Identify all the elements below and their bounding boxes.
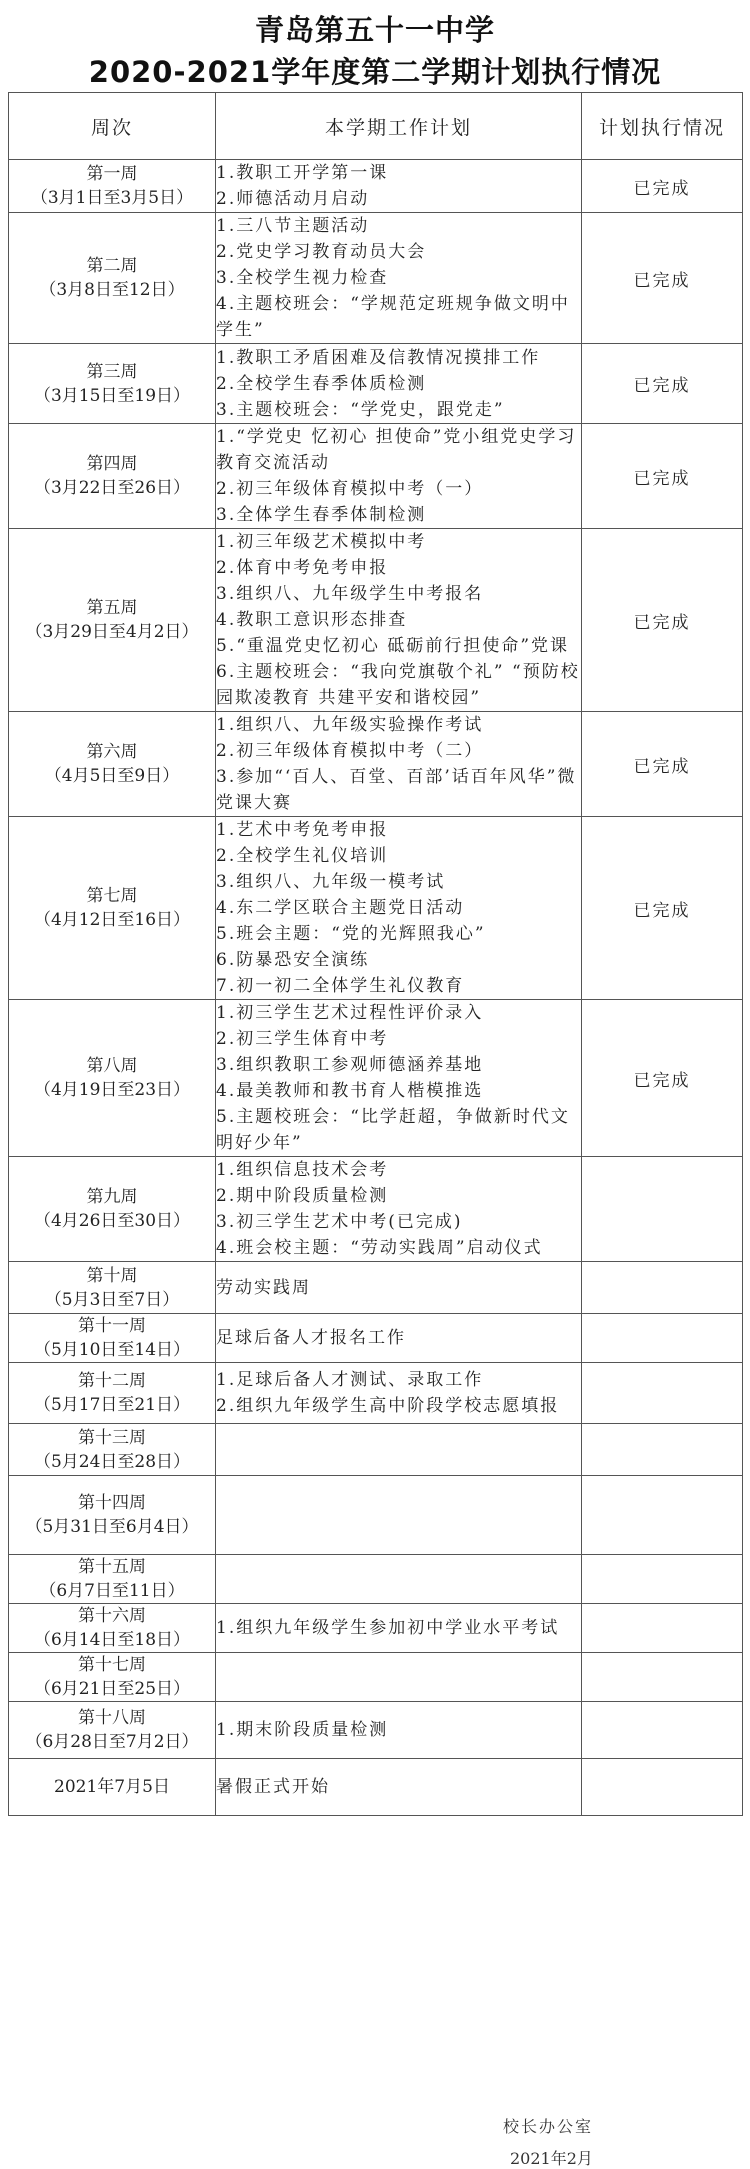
plan-cell bbox=[216, 1604, 582, 1653]
week-cell bbox=[9, 213, 216, 344]
plan-cell bbox=[216, 1000, 582, 1157]
week-dates: （4月12日至16日） bbox=[33, 910, 191, 930]
plan-item: 1.初三学生艺术过程性评价录入 bbox=[216, 1003, 484, 1023]
table-row bbox=[9, 1604, 743, 1653]
status-cell bbox=[582, 1424, 743, 1476]
table-row bbox=[9, 424, 743, 529]
status-cell bbox=[582, 1759, 743, 1816]
status-cell bbox=[582, 1604, 743, 1653]
plan-item: 3.初三学生艺术中考(已完成) bbox=[216, 1212, 463, 1232]
plan-cell bbox=[216, 1653, 582, 1702]
table-row bbox=[9, 1653, 743, 1702]
plan-item: 1.组织九年级学生参加初中学业水平考试 bbox=[216, 1618, 560, 1638]
week-dates: （5月10日至14日） bbox=[33, 1340, 191, 1360]
header-plan: 本学期工作计划 bbox=[216, 93, 582, 160]
week-dates: （4月26日至30日） bbox=[33, 1211, 191, 1231]
status-cell: 已完成 bbox=[582, 160, 743, 213]
plan-item: 1.三八节主题活动 bbox=[216, 216, 370, 236]
page-title: 青岛第五十一中学 bbox=[254, 13, 495, 47]
table-row bbox=[9, 1476, 743, 1555]
header-row bbox=[9, 93, 743, 160]
week-dates: （6月28日至7月2日） bbox=[25, 1732, 199, 1752]
plan-item: 3.参加“‘百人、百堂、百部’话百年风华”微党课大赛 bbox=[216, 767, 577, 813]
plan-item: 3.组织教职工参观师德涵养基地 bbox=[216, 1055, 484, 1075]
week-label: 第五周 bbox=[86, 598, 138, 618]
week-cell bbox=[9, 1000, 216, 1157]
plan-table bbox=[8, 92, 743, 1816]
table-row bbox=[9, 160, 743, 213]
plan-cell bbox=[216, 213, 582, 344]
week-dates: （4月19日至23日） bbox=[33, 1080, 191, 1100]
plan-item: 5.主题校班会：“比学赶超，争做新时代文明好少年” bbox=[216, 1107, 570, 1153]
plan-cell bbox=[216, 529, 582, 712]
week-cell bbox=[9, 160, 216, 213]
plan-item: 1.教职工矛盾困难及信教情况摸排工作 bbox=[216, 347, 541, 368]
week-cell bbox=[9, 1363, 216, 1424]
plan-cell bbox=[216, 712, 582, 817]
table-row bbox=[9, 1000, 743, 1157]
week-label: 第三周 bbox=[86, 361, 138, 382]
week-dates: （3月1日至3月5日） bbox=[30, 188, 194, 208]
table-row bbox=[9, 1262, 743, 1314]
week-dates: （5月17日至21日） bbox=[33, 1395, 191, 1415]
status-cell bbox=[582, 1363, 743, 1424]
plan-cell bbox=[216, 1314, 582, 1363]
plan-item: 5.“重温党史忆初心 砥砺前行担使命”党课 bbox=[216, 636, 570, 656]
table-row bbox=[9, 1759, 743, 1816]
plan-cell bbox=[216, 1157, 582, 1262]
week-cell bbox=[9, 1314, 216, 1363]
week-label: 第九周 bbox=[86, 1187, 138, 1207]
week-dates: （5月31日至6月4日） bbox=[25, 1517, 199, 1537]
plan-item: 3.主题校班会：“学党史，跟党走” bbox=[216, 399, 505, 420]
plan-item: 2.组织九年级学生高中阶段学校志愿填报 bbox=[216, 1396, 560, 1416]
plan-item: 3.组织八、九年级一模考试 bbox=[216, 872, 446, 892]
plan-cell bbox=[216, 160, 582, 213]
plan-item: 2.党史学习教育动员大会 bbox=[216, 242, 427, 262]
week-dates: （3月29日至4月2日） bbox=[25, 622, 199, 642]
week-label: 第十五周 bbox=[78, 1557, 146, 1577]
week-dates: （6月21日至25日） bbox=[33, 1679, 191, 1699]
week-dates: （3月8日至12日） bbox=[39, 280, 185, 300]
plan-item: 7.初一初二全体学生礼仪教育 bbox=[216, 976, 465, 996]
plan-item: 暑假正式开始 bbox=[216, 1777, 330, 1797]
week-cell bbox=[9, 424, 216, 529]
plan-table-body bbox=[9, 160, 743, 1816]
table-row bbox=[9, 817, 743, 1000]
week-dates: （3月15日至19日） bbox=[33, 385, 191, 406]
week-dates: （4月5日至9日） bbox=[44, 766, 180, 786]
week-cell bbox=[9, 817, 216, 1000]
footer-date: 2021年2月 bbox=[510, 2149, 593, 2168]
plan-cell bbox=[216, 1476, 582, 1555]
plan-cell bbox=[216, 1363, 582, 1424]
table-row bbox=[9, 344, 743, 424]
table-row bbox=[9, 1157, 743, 1262]
plan-cell bbox=[216, 817, 582, 1000]
week-dates: （6月14日至18日） bbox=[33, 1630, 191, 1650]
week-label: 第八周 bbox=[86, 1056, 138, 1076]
plan-item: 2.初三年级体育模拟中考（二） bbox=[216, 741, 484, 761]
week-label: 第二周 bbox=[86, 256, 138, 276]
week-label: 第十一周 bbox=[78, 1316, 146, 1336]
plan-item: 1.艺术中考免考申报 bbox=[216, 820, 389, 840]
plan-item: 2.期中阶段质量检测 bbox=[216, 1186, 389, 1206]
table-row bbox=[9, 529, 743, 712]
plan-item: 2.初三学生体育中考 bbox=[216, 1029, 389, 1049]
table-row bbox=[9, 213, 743, 344]
status-cell bbox=[582, 1262, 743, 1314]
plan-item: 1.“学党史 忆初心 担使命”党小组党史学习教育交流活动 bbox=[216, 427, 577, 473]
week-label: 第六周 bbox=[86, 742, 138, 762]
status-cell: 已完成 bbox=[582, 1000, 743, 1157]
week-cell bbox=[9, 529, 216, 712]
week-cell bbox=[9, 1262, 216, 1314]
header-status: 计划执行情况 bbox=[582, 93, 743, 160]
plan-cell bbox=[216, 1759, 582, 1816]
week-label: 第一周 bbox=[86, 164, 138, 184]
week-label: 第十七周 bbox=[78, 1655, 146, 1675]
week-dates: （5月24日至28日） bbox=[33, 1451, 191, 1472]
week-cell bbox=[9, 1476, 216, 1555]
week-label: 第十三周 bbox=[78, 1427, 146, 1448]
status-cell: 已完成 bbox=[582, 213, 743, 344]
status-cell: 已完成 bbox=[582, 712, 743, 817]
plan-item: 6.防暴恐安全演练 bbox=[216, 950, 370, 970]
plan-cell bbox=[216, 1424, 582, 1476]
week-label: 第十二周 bbox=[78, 1371, 146, 1391]
status-cell bbox=[582, 1157, 743, 1262]
status-cell: 已完成 bbox=[582, 424, 743, 529]
plan-cell bbox=[216, 1555, 582, 1604]
status-cell bbox=[582, 1476, 743, 1555]
plan-item: 3.组织八、九年级学生中考报名 bbox=[216, 584, 484, 604]
status-cell: 已完成 bbox=[582, 817, 743, 1000]
week-cell bbox=[9, 344, 216, 424]
plan-item: 2.初三年级体育模拟中考（一） bbox=[216, 479, 484, 499]
status-cell bbox=[582, 1702, 743, 1759]
plan-item: 2.师德活动月启动 bbox=[216, 189, 370, 209]
week-dates: （3月22日至26日） bbox=[33, 478, 191, 498]
week-cell bbox=[9, 1157, 216, 1262]
plan-item: 1.教职工开学第一课 bbox=[216, 163, 389, 183]
plan-item: 3.全体学生春季体制检测 bbox=[216, 505, 427, 525]
status-cell bbox=[582, 1555, 743, 1604]
week-cell bbox=[9, 1702, 216, 1759]
plan-cell bbox=[216, 344, 582, 424]
week-dates: （5月3日至7日） bbox=[44, 1289, 180, 1310]
week-cell bbox=[9, 1759, 216, 1816]
plan-item: 1.组织八、九年级实验操作考试 bbox=[216, 715, 484, 735]
table-row bbox=[9, 712, 743, 817]
week-dates: （6月7日至11日） bbox=[39, 1581, 185, 1601]
week-label: 第七周 bbox=[86, 886, 138, 906]
week-label: 第四周 bbox=[86, 454, 138, 474]
footer-office: 校长办公室 bbox=[503, 2117, 594, 2136]
week-label: 第十周 bbox=[86, 1265, 138, 1286]
week-cell bbox=[9, 1604, 216, 1653]
week-cell bbox=[9, 1424, 216, 1476]
week-cell bbox=[9, 1653, 216, 1702]
header-week: 周次 bbox=[9, 93, 216, 160]
table-row bbox=[9, 1424, 743, 1476]
plan-item: 4.最美教师和教书育人楷模推选 bbox=[216, 1081, 484, 1101]
status-cell: 已完成 bbox=[582, 529, 743, 712]
plan-cell bbox=[216, 1262, 582, 1314]
plan-item: 2.体育中考免考申报 bbox=[216, 558, 389, 578]
plan-item: 1.组织信息技术会考 bbox=[216, 1160, 389, 1180]
plan-item: 1.期末阶段质量检测 bbox=[216, 1720, 389, 1740]
plan-item: 2.全校学生礼仪培训 bbox=[216, 846, 389, 866]
week-label: 第十八周 bbox=[78, 1708, 146, 1728]
status-cell bbox=[582, 1653, 743, 1702]
plan-item: 5.班会主题：“党的光辉照我心” bbox=[216, 924, 486, 944]
plan-item: 4.东二学区联合主题党日活动 bbox=[216, 898, 465, 918]
plan-cell bbox=[216, 1702, 582, 1759]
week-label: 第十四周 bbox=[78, 1493, 146, 1513]
plan-item: 4.教职工意识形态排查 bbox=[216, 610, 408, 630]
week-label: 第十六周 bbox=[78, 1606, 146, 1626]
plan-item: 足球后备人才报名工作 bbox=[216, 1328, 406, 1348]
week-label: 2021年7月5日 bbox=[54, 1777, 170, 1797]
table-row bbox=[9, 1555, 743, 1604]
status-cell: 已完成 bbox=[582, 344, 743, 424]
table-row bbox=[9, 1363, 743, 1424]
plan-cell bbox=[216, 424, 582, 529]
plan-item: 6.主题校班会：“我向党旗敬个礼” “预防校园欺凌教育 共建平安和谐校园” bbox=[216, 662, 580, 708]
page-subtitle: 2020-2021学年度第二学期计划执行情况 bbox=[88, 55, 662, 89]
table-row bbox=[9, 1314, 743, 1363]
plan-item: 1.足球后备人才测试、录取工作 bbox=[216, 1370, 484, 1390]
plan-item: 4.班会校主题：“劳动实践周”启动仪式 bbox=[216, 1238, 543, 1258]
week-cell bbox=[9, 1555, 216, 1604]
plan-item: 2.全校学生春季体质检测 bbox=[216, 373, 427, 394]
plan-item: 1.初三年级艺术模拟中考 bbox=[216, 532, 427, 552]
week-cell bbox=[9, 712, 216, 817]
plan-item: 3.全校学生视力检查 bbox=[216, 268, 389, 288]
status-cell bbox=[582, 1314, 743, 1363]
plan-item: 4.主题校班会：“学规范定班规争做文明中学生” bbox=[216, 294, 570, 340]
plan-item: 劳动实践周 bbox=[216, 1277, 311, 1298]
table-row bbox=[9, 1702, 743, 1759]
